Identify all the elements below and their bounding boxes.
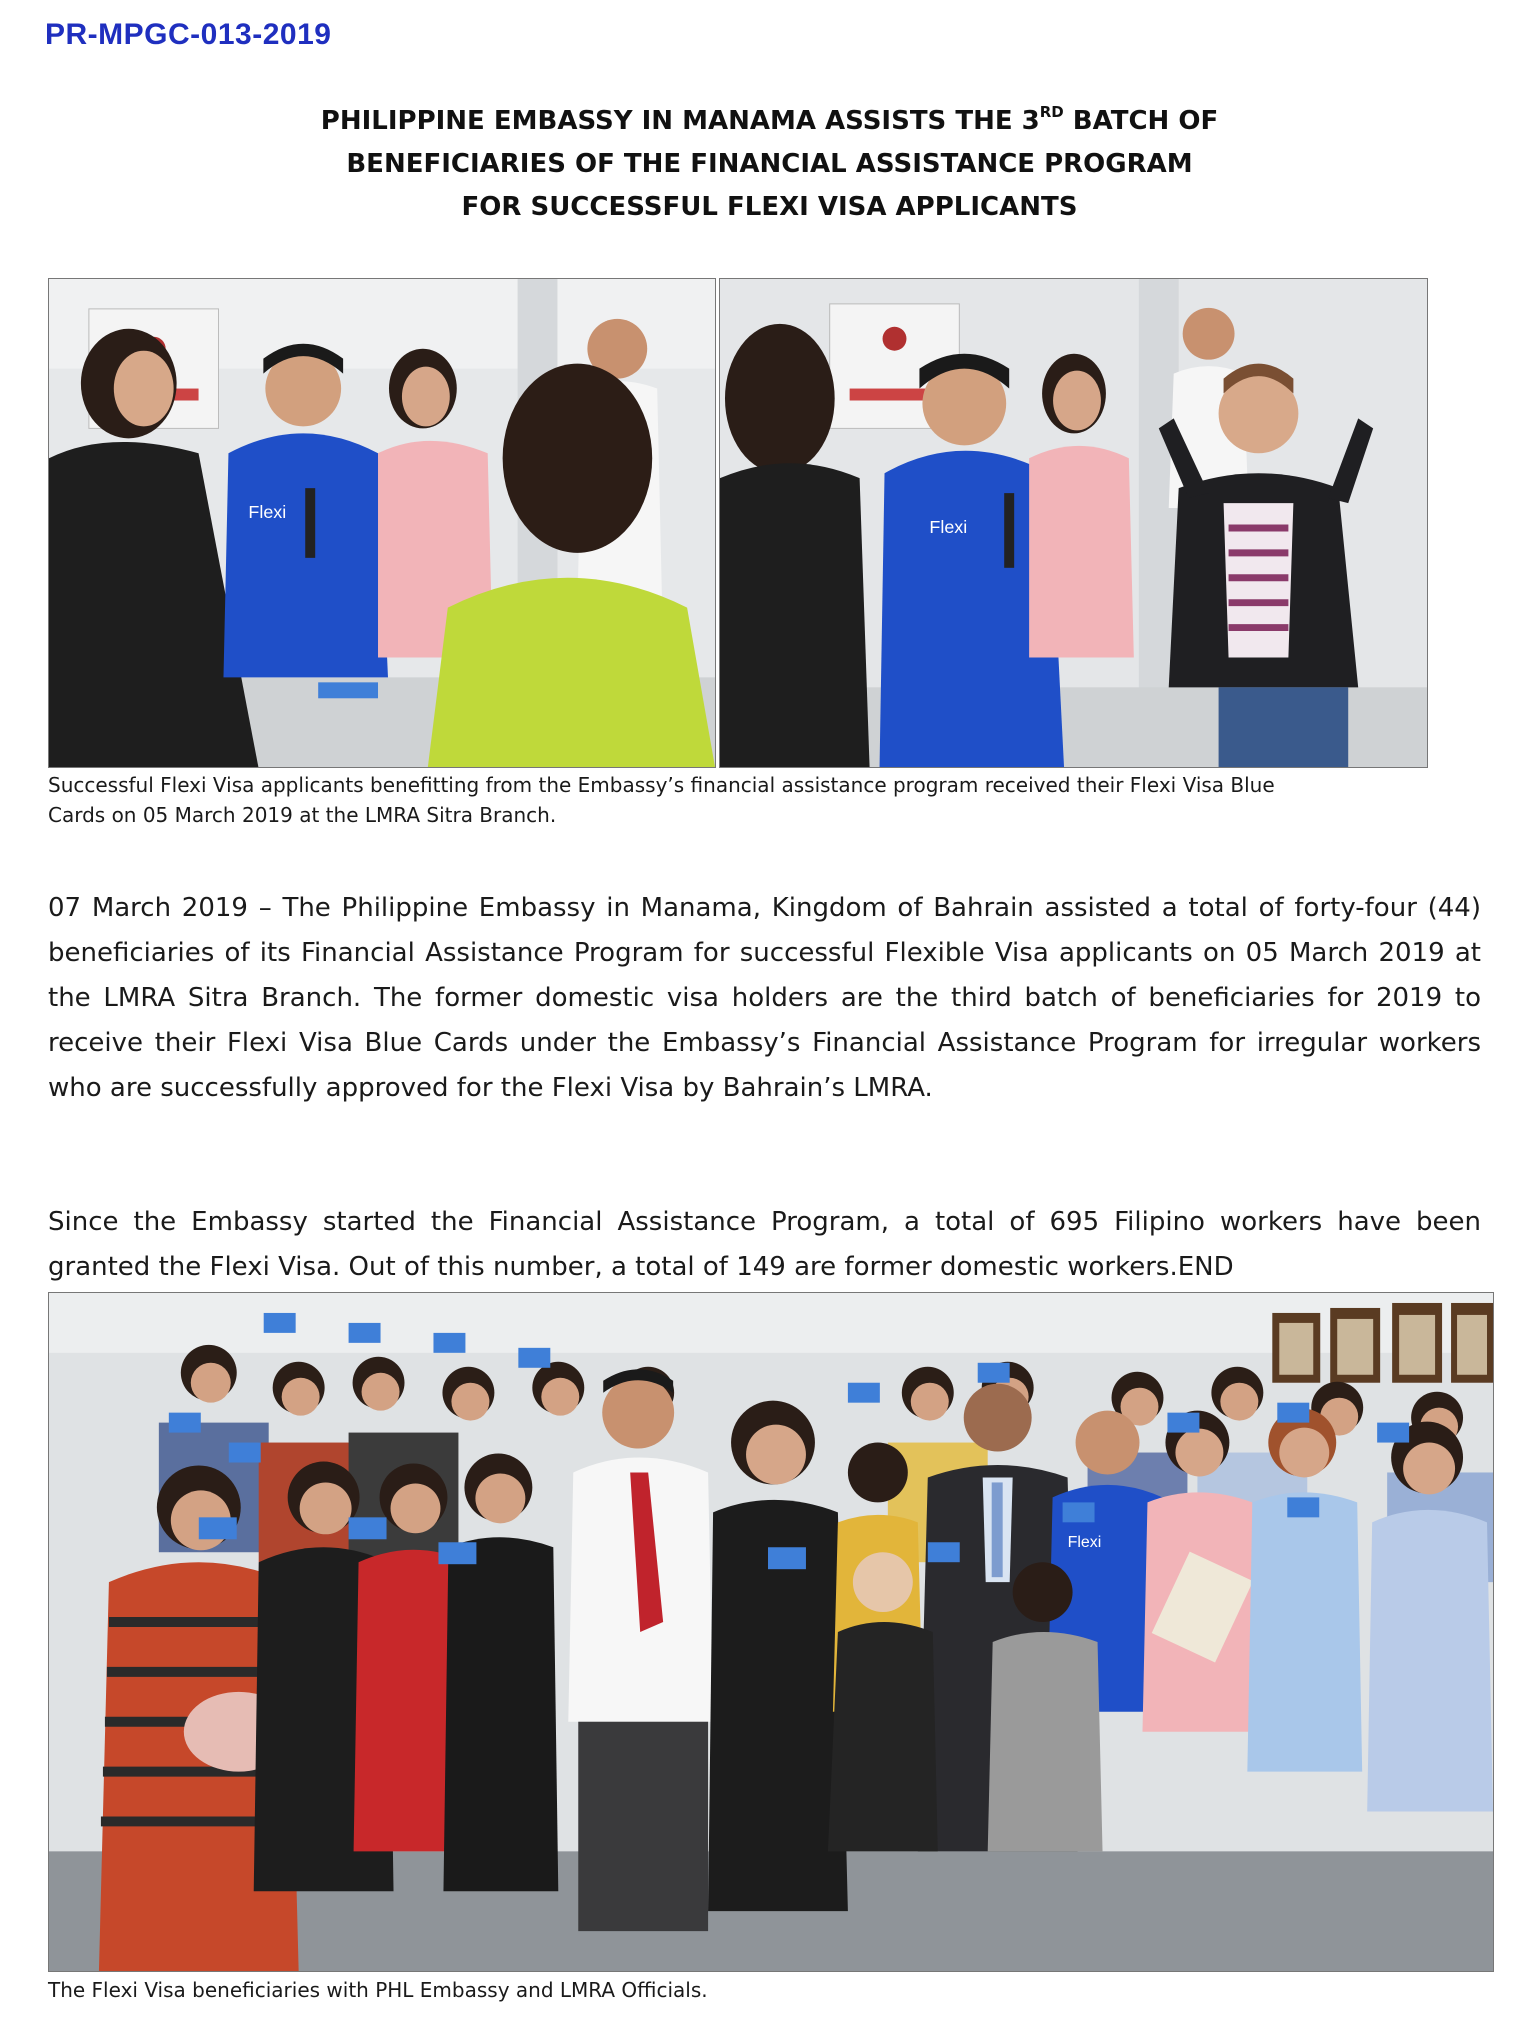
top-photo-caption-line-2: Cards on 05 March 2019 at the LMRA Sitra Branch. [48,803,557,827]
top-photo-left-illustration [49,279,715,767]
bottom-group-photo-illustration [49,1293,1493,1971]
top-photo-right-illustration [720,279,1427,767]
headline [0,100,1539,229]
headline-line-2: BENEFICIARIES OF THE FINANCIAL ASSISTANCE PROGRAM [346,149,1193,179]
top-photo-right [719,278,1428,768]
top-photo-left [48,278,716,768]
bottom-group-photo [48,1292,1494,1972]
headline-line-1: PHILIPPINE EMBASSY IN MANAMA ASSISTS THE 3RD BATCH OF [320,103,1219,136]
bottom-photo-caption: The Flexi Visa beneficiaries with PHL Embassy and LMRA Officials. [48,1978,708,2002]
shirt-logo-text: Flexi [248,502,287,523]
body-paragraph-1: 07 March 2019 – The Philippine Embassy in Manama, Kingdom of Bahrain assisted a total of forty-four (44) beneficiaries of its Financial Assistance Program for successful Flexible Visa applicants on 05 March 2019 at the LMRA Sitra Branch. The former domestic visa holders are the third batch of beneficiaries for 2019 to receive their Flexi Visa Blue Cards under the Embassy’s Financial Assistance Program for irregular workers who are successfully approved for the Flexi Visa by Bahrain’s LMRA. [48,893,1481,1103]
shirt-logo-text-2: Flexi [929,516,968,537]
reference-code: PR-MPGC-013-2019 [45,18,332,51]
shirt-logo-text-3: Flexi [1067,1534,1102,1552]
body-paragraph-2: Since the Embassy started the Financial Assistance Program, a total of 695 Filipino workers have been granted the Flexi Visa. Out of this number, a total of 149 are former domestic workers.END [48,1207,1481,1282]
top-photo-caption-line-1: Successful Flexi Visa applicants benefitting from the Embassy’s financial assistance program received their Flexi Visa Blue [48,773,1275,797]
top-photo-caption [48,770,1275,830]
headline-line-3: FOR SUCCESSFUL FLEXI VISA APPLICANTS [461,192,1078,222]
